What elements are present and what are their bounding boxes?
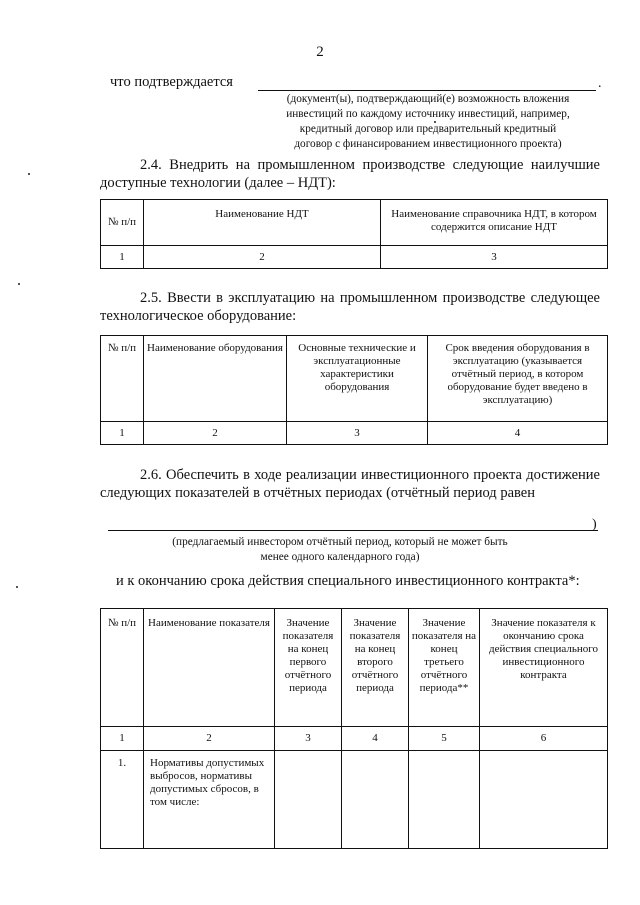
ndt-col-number: 3 xyxy=(381,246,608,269)
indicators-header-name: Наименование показателя xyxy=(144,609,275,727)
ndt-table xyxy=(100,199,608,269)
confirm-blank-line xyxy=(258,90,596,91)
ndt-header-name: Наименование НДТ xyxy=(144,200,381,246)
confirm-note xyxy=(258,92,598,152)
indicators-header-num: № п/п xyxy=(101,609,144,727)
indicators-table xyxy=(100,608,608,849)
section-2-6-sentence: 2.6. Обеспечить в ходе реализации инвестиционного проекта достижение следующих показателей в отчётных периодах (отчётный период равен xyxy=(100,467,600,501)
equipment-col-number: 3 xyxy=(287,422,428,445)
scan-speck xyxy=(434,121,436,123)
section-2-6-continuation: и к окончанию срока действия специального инвестиционного контракта*: xyxy=(116,573,580,589)
confirm-note-line: кредитный договор или предварительный кредитный xyxy=(299,123,557,135)
confirm-note-line: договор с финансированием инвестиционного проекта) xyxy=(294,138,562,150)
period-note-line: (предлагаемый инвестором отчётный период, который не может быть xyxy=(172,536,508,548)
equipment-table xyxy=(100,335,608,445)
equipment-header-deadline: Срок введения оборудования в эксплуатацию (указывается отчётный период, в котором оборудование будет введено в эксплуатацию) xyxy=(428,336,608,422)
indicator-row-value xyxy=(275,751,342,849)
confirm-label: что подтверждается xyxy=(110,74,233,90)
indicators-col-number: 4 xyxy=(342,727,409,751)
equipment-col-number: 4 xyxy=(428,422,608,445)
scan-speck xyxy=(16,586,18,588)
section-2-5-sentence: 2.5. Ввести в эксплуатацию на промышленном производстве следующее технологическое оборудование: xyxy=(100,290,600,324)
indicator-row-value xyxy=(480,751,608,849)
period-blank-line xyxy=(108,530,598,531)
indicator-row-value xyxy=(342,751,409,849)
section-2-4-text xyxy=(100,156,600,192)
page-number: 2 xyxy=(316,44,324,60)
indicators-col-number: 1 xyxy=(101,727,144,751)
indicators-col-number: 3 xyxy=(275,727,342,751)
equipment-header-num: № п/п xyxy=(101,336,144,422)
indicators-col-number: 6 xyxy=(480,727,608,751)
confirm-note-line: инвестиций по каждому источнику инвестиций, например, xyxy=(286,108,570,120)
indicators-header-final: Значение показателя к окончанию срока действия специального инвестиционного контракта xyxy=(480,609,608,727)
scan-speck xyxy=(18,283,20,285)
section-2-5-text xyxy=(100,289,600,325)
ndt-col-number: 1 xyxy=(101,246,144,269)
indicator-row-num: 1. xyxy=(101,751,144,849)
section-2-6-text xyxy=(100,466,600,502)
period-paren-close: ) xyxy=(592,517,597,532)
ndt-header-handbook: Наименование справочника НДТ, в котором содержится описание НДТ xyxy=(381,200,608,246)
indicator-row-value xyxy=(409,751,480,849)
indicator-row-name: Нормативы допустимых выбросов, нормативы допустимых сбросов, в том числе: xyxy=(144,751,275,849)
ndt-col-number: 2 xyxy=(144,246,381,269)
indicators-col-number: 5 xyxy=(409,727,480,751)
scan-speck xyxy=(28,173,30,175)
ndt-header-num: № п/п xyxy=(101,200,144,246)
indicators-header-period2: Значение показателя на конец второго отчётного периода xyxy=(342,609,409,727)
section-2-4-sentence: 2.4. Внедрить на промышленном производстве следующие наилучшие доступные технологии (далее – НДТ): xyxy=(100,157,600,191)
equipment-header-name: Наименование оборудования xyxy=(144,336,287,422)
period-note xyxy=(150,535,530,565)
confirm-dot: . xyxy=(598,76,602,91)
indicators-header-period3: Значение показателя на конец третьего отчётного периода** xyxy=(409,609,480,727)
equipment-col-number: 1 xyxy=(101,422,144,445)
period-note-line: менее одного календарного года) xyxy=(260,551,420,563)
equipment-header-characteristics: Основные технические и эксплуатационные характеристики оборудования xyxy=(287,336,428,422)
equipment-col-number: 2 xyxy=(144,422,287,445)
indicators-header-period1: Значение показателя на конец первого отчётного периода xyxy=(275,609,342,727)
confirm-note-line: (документ(ы), подтверждающий(е) возможность вложения xyxy=(286,93,570,105)
indicators-col-number: 2 xyxy=(144,727,275,751)
